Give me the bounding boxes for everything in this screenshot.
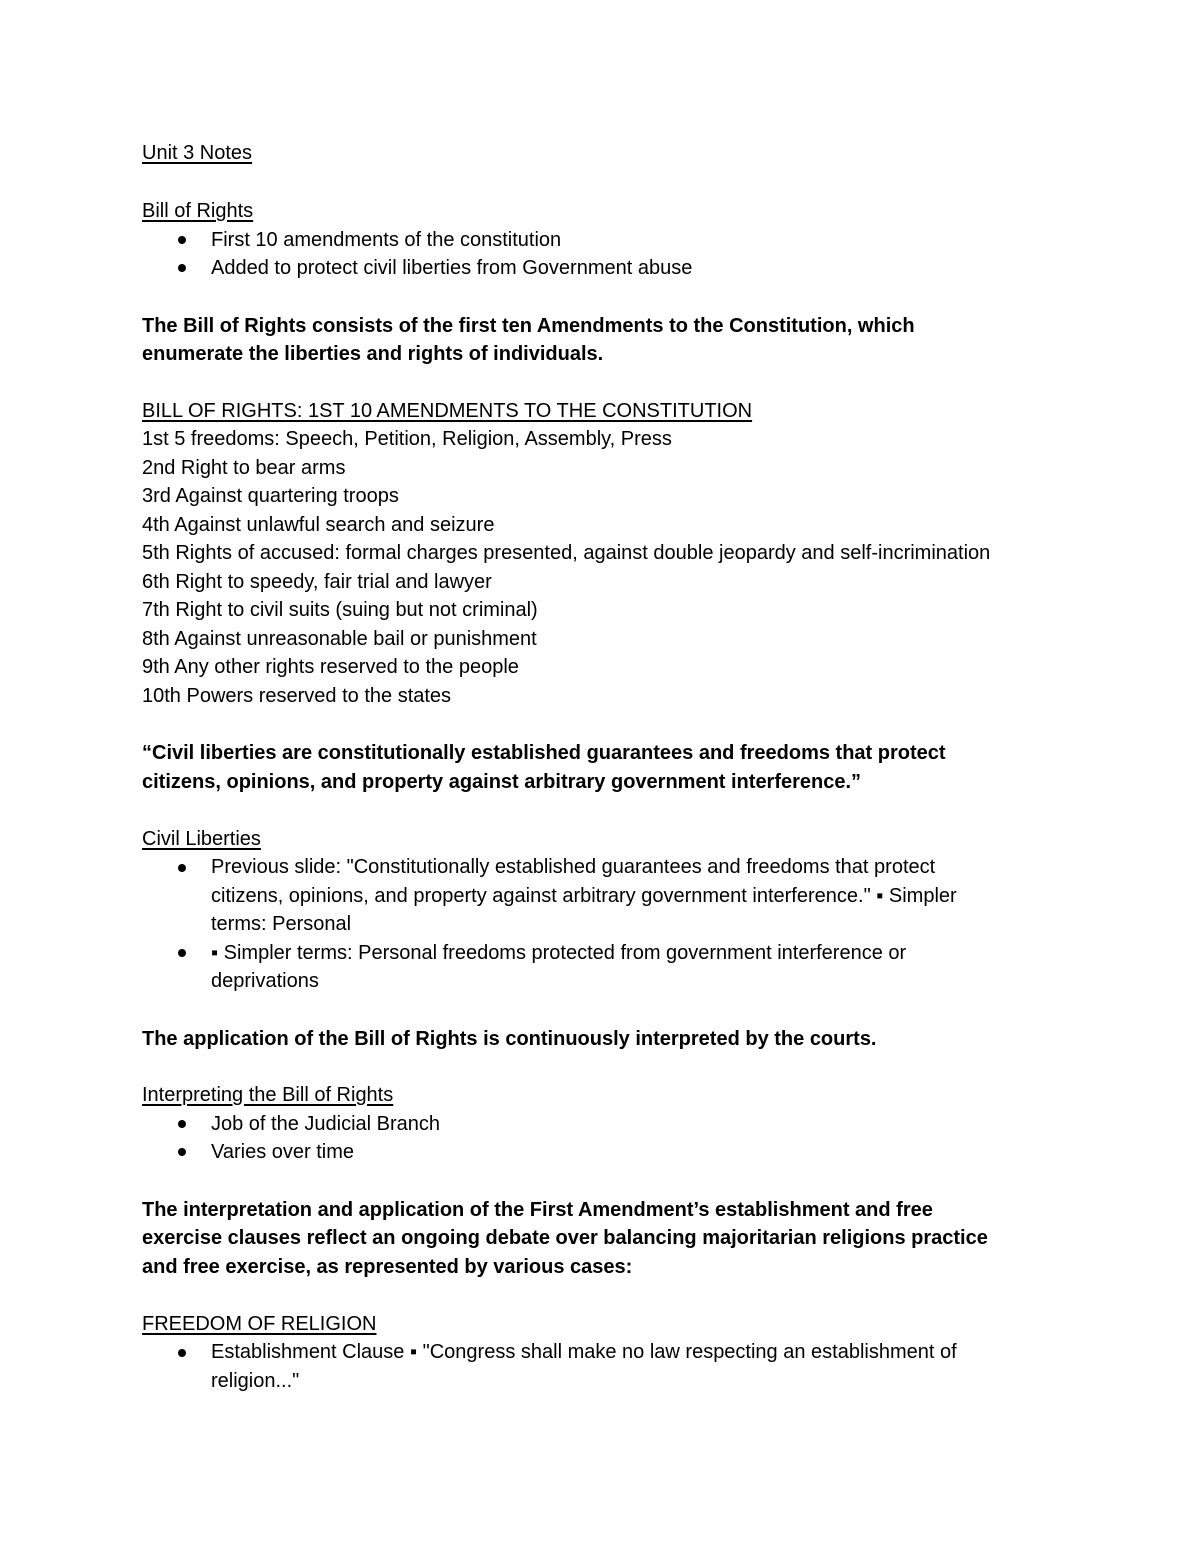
bullet-dot-icon bbox=[178, 236, 186, 244]
amendment-line: 3rd Against quartering troops bbox=[142, 485, 399, 507]
bold-statement-line: The Bill of Rights consists of the first ten Amendments to the Constitution, which bbox=[142, 315, 915, 337]
section-heading-amendments: BILL OF RIGHTS: 1ST 10 AMENDMENTS TO THE CONSTITUTION bbox=[142, 400, 753, 422]
bullet-dot-icon bbox=[178, 1120, 186, 1128]
list-item-continuation: citizens, opinions, and property against arbitrary government interference." ▪ Simpler bbox=[211, 885, 957, 907]
section-heading-interpreting: Interpreting the Bill of Rights bbox=[142, 1084, 394, 1106]
amendment-line: 7th Right to civil suits (suing but not criminal) bbox=[142, 599, 538, 621]
list-item: Previous slide: "Constitutionally established guarantees and freedoms that protect bbox=[211, 856, 936, 878]
bullet-dot-icon bbox=[178, 264, 186, 272]
bullet-dot-icon bbox=[178, 864, 186, 872]
section-heading-civil-liberties: Civil Liberties bbox=[142, 828, 261, 850]
page-title: Unit 3 Notes bbox=[142, 142, 253, 164]
bullet-dot-icon bbox=[178, 1148, 186, 1156]
bold-statement-line: enumerate the liberties and rights of individuals. bbox=[142, 343, 604, 365]
amendment-line: 2nd Right to bear arms bbox=[142, 457, 346, 479]
list-item-continuation: terms: Personal bbox=[211, 913, 352, 935]
bold-statement-line: and free exercise, as represented by various cases: bbox=[142, 1256, 633, 1278]
bullet-dot-icon bbox=[178, 1349, 186, 1357]
bold-statement-line: The interpretation and application of the First Amendment’s establishment and free bbox=[142, 1199, 933, 1221]
amendment-line: 8th Against unreasonable bail or punishment bbox=[142, 628, 537, 650]
list-item-continuation: deprivations bbox=[211, 970, 319, 992]
list-item-continuation: religion..." bbox=[211, 1370, 300, 1392]
amendment-line: 5th Rights of accused: formal charges presented, against double jeopardy and self-incrimination bbox=[142, 542, 991, 564]
bold-statement-line: The application of the Bill of Rights is continuously interpreted by the courts. bbox=[142, 1028, 877, 1050]
amendment-line: 9th Any other rights reserved to the people bbox=[142, 656, 519, 678]
list-item: Varies over time bbox=[211, 1141, 355, 1163]
list-item: Establishment Clause ▪ "Congress shall make no law respecting an establishment of bbox=[211, 1341, 957, 1363]
list-item: Added to protect civil liberties from Government abuse bbox=[211, 257, 693, 279]
list-item: First 10 amendments of the constitution bbox=[211, 229, 562, 251]
section-heading-bill-of-rights: Bill of Rights bbox=[142, 200, 254, 222]
list-item: Job of the Judicial Branch bbox=[211, 1113, 441, 1135]
section-heading-freedom-of-religion: FREEDOM OF RELIGION bbox=[142, 1313, 377, 1335]
amendment-line: 6th Right to speedy, fair trial and lawyer bbox=[142, 571, 492, 593]
quote-line: citizens, opinions, and property against arbitrary government interference.” bbox=[142, 771, 862, 793]
quote-line: “Civil liberties are constitutionally established guarantees and freedoms that protect bbox=[142, 742, 946, 764]
bullet-dot-icon bbox=[178, 949, 186, 957]
amendment-line: 1st 5 freedoms: Speech, Petition, Religion, Assembly, Press bbox=[142, 428, 672, 450]
amendment-line: 4th Against unlawful search and seizure bbox=[142, 514, 495, 536]
bold-statement-line: exercise clauses reflect an ongoing debate over balancing majoritarian religions practice bbox=[142, 1227, 988, 1249]
amendment-line: 10th Powers reserved to the states bbox=[142, 685, 452, 707]
list-item: ▪ Simpler terms: Personal freedoms protected from government interference or bbox=[211, 942, 907, 964]
